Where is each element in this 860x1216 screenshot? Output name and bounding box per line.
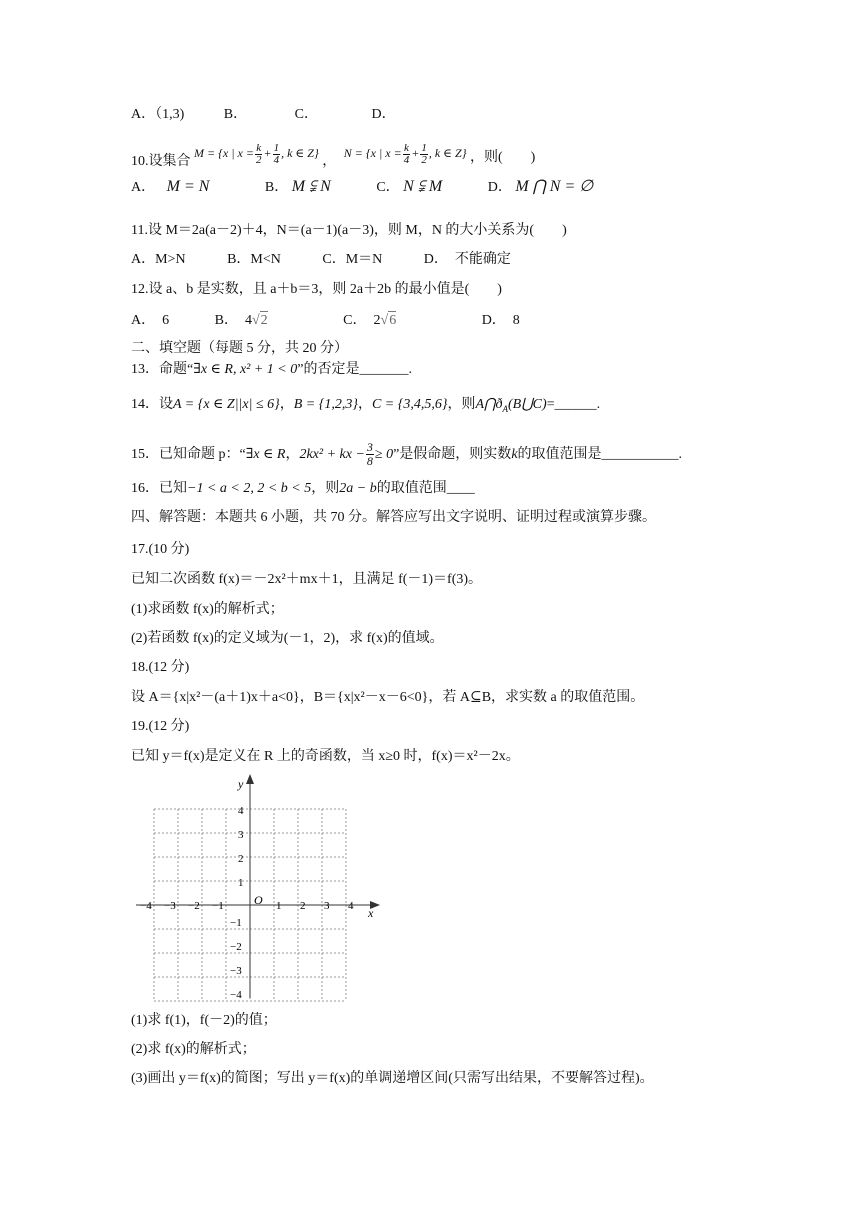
y-tick-label: −4: [230, 989, 242, 1001]
q19-part-2: (2)求 f(x)的解析式；: [131, 1042, 256, 1057]
q16-expr: −1 < a < 2, 2 < b < 5: [187, 481, 312, 496]
coordinate-grid: [130, 770, 390, 1002]
q13: 13．命题“∃x ∈ R, x² + 1 < 0”的否定是_______.: [131, 362, 412, 377]
q10-option-d: M ⋂ N = ∅: [515, 178, 594, 195]
q9-option-d: D．: [371, 107, 396, 122]
x-tick-label: 1: [276, 900, 282, 912]
q17-part-1: (1)求函数 f(x)的解析式；: [131, 602, 284, 617]
q11-option-a: A．M>N: [131, 252, 186, 267]
x-tick-label: −3: [164, 900, 176, 912]
q11-option-b: B．M<N: [227, 252, 281, 267]
q14-set-b: B = {1,2,3}: [293, 397, 358, 412]
q17-number: 17.(10 分): [131, 542, 190, 557]
q14: 14．设A = {x ∈ Z||x| ≤ 6}，B = {1,2,3}，C = {3,4,5,6}，则$A⋂ð_A(B⋃C)=\_\_\_\_\_\_$.: [131, 396, 600, 418]
q10-set-n: N = {x | x = $\frac{k}{4}$ + $\frac{1}{2}$ , k ∈ Z}: [343, 141, 467, 166]
origin-label: O: [254, 893, 263, 907]
q9-option-c: C．: [294, 107, 318, 122]
y-tick-label: 2: [238, 853, 244, 865]
x-tick-label: 4: [348, 900, 354, 912]
q12-option-b: B． 4√2: [214, 313, 268, 328]
q19-stem: 已知 y＝f(x)是定义在 R 上的奇函数，当 x≥0 时，f(x)＝x²－2x。: [131, 749, 520, 764]
y-tick-label: −3: [230, 965, 242, 977]
q10-options: [131, 178, 593, 197]
q10-option-a: M = N: [166, 178, 210, 195]
q9-option-b: B．: [223, 107, 248, 122]
q12-option-c: C． 2√6: [343, 313, 397, 328]
q12-option-a: A． 6: [131, 313, 170, 328]
x-tick-label: 3: [324, 900, 330, 912]
y-tick-label: 4: [238, 805, 244, 817]
y-tick-label: 3: [238, 829, 244, 841]
section-2-heading: 二、填空题（每题 5 分，共 20 分）: [131, 341, 348, 356]
q10-prefix: 10.设集合: [131, 154, 191, 169]
q19-number: 19.(12 分): [131, 719, 190, 734]
section-4-heading: 四、解答题：本题共 6 小题，共 70 分。解答应写出文字说明、证明过程或演算步骤。: [131, 510, 656, 525]
x-tick-label: −2: [188, 900, 200, 912]
q14-set-c: C = {3,4,5,6}: [371, 397, 448, 412]
q10-stem: [131, 140, 535, 175]
q12-option-d: D． 8: [481, 313, 520, 328]
q10-set-m: M = {x | x = $\frac{k}{2}$ + $\frac{1}{4}$ , k ∈ Z}: [194, 141, 319, 166]
q10-option-c: N ⫋ M: [403, 178, 443, 195]
y-axis-label: y: [238, 777, 244, 791]
q11-option-c: C．M＝N: [322, 252, 383, 267]
q10-option-b: M ⫋ N: [291, 178, 331, 195]
q10-option-c-label: C．: [376, 180, 400, 195]
y-axis-arrow: [246, 774, 254, 784]
q9-options: [131, 106, 396, 124]
q10-option-a-label: A．: [131, 180, 156, 195]
x-tick-label: −4: [140, 900, 152, 912]
q14-set-a: A = {x ∈ Z||x| ≤ 6}: [173, 397, 280, 412]
q14-expr: $A⋂ð_A(B⋃C)$: [475, 397, 547, 414]
x-axis-label: x: [368, 906, 374, 920]
x-tick-label: 2: [300, 900, 306, 912]
y-tick-label: 1: [238, 877, 244, 889]
q10-option-d-label: D．: [487, 180, 512, 195]
y-tick-label: −1: [230, 917, 242, 929]
q9-option-a: A．（1,3): [131, 107, 185, 122]
q15: 15．已知命题 p：“∃x ∈ R，2kx² + kx − $\frac{3}{8}$ ≥ 0”是假命题，则实数k的取值范围是___________.: [131, 440, 683, 469]
q17-part-2: (2)若函数 f(x)的定义域为(－1，2)，求 f(x)的值域。: [131, 631, 444, 646]
q11-options: [131, 251, 511, 269]
q10-comma: ，: [322, 154, 337, 169]
y-tick-label: −2: [230, 941, 242, 953]
q11-stem: 11.设 M＝2a(a－2)＋4，N＝(a－1)(a－3)，则 M，N 的大小关系为( ): [131, 223, 567, 238]
q18-number: 18.(12 分): [131, 660, 190, 675]
q17-stem: 已知二次函数 f(x)＝－2x²＋mx＋1，且满足 f(－1)＝f(3)。: [131, 572, 483, 587]
y-tick-labels: [230, 805, 244, 1001]
sqrt-symbol: √: [380, 313, 389, 328]
x-tick-label: −1: [212, 900, 224, 912]
q19-part-1: (1)求 f(1)，f(－2)的值；: [131, 1013, 277, 1028]
q15-expr: 2kx² + kx − $\frac{3}{8}$ ≥ 0: [299, 440, 394, 469]
q11-option-d: D． 不能确定: [423, 252, 511, 267]
sqrt-symbol: √: [251, 313, 260, 328]
q10-suffix: ，则( ): [470, 150, 536, 165]
q19-part-3: (3)画出 y＝f(x)的简图；写出 y＝f(x)的单调递增区间(只需写出结果，不要解答过程)。: [131, 1071, 654, 1086]
q16: 16．已知−1 < a < 2, 2 < b < 5，则2a − b的取值范围____: [131, 481, 475, 496]
q18-stem: 设 A＝{x|x²－(a＋1)x＋a<0}，B＝{x|x²－x－6<0}，若 A⊆B，求实数 a 的取值范围。: [131, 690, 645, 705]
q12-stem: 12.设 a、b 是实数，且 a＋b＝3，则 2a＋2b 的最小值是( ): [131, 282, 502, 297]
q10-option-b-label: B．: [264, 180, 289, 195]
q13-expr: ∃x ∈ R, x² + 1 < 0: [193, 362, 298, 377]
q12-options: [131, 311, 520, 330]
